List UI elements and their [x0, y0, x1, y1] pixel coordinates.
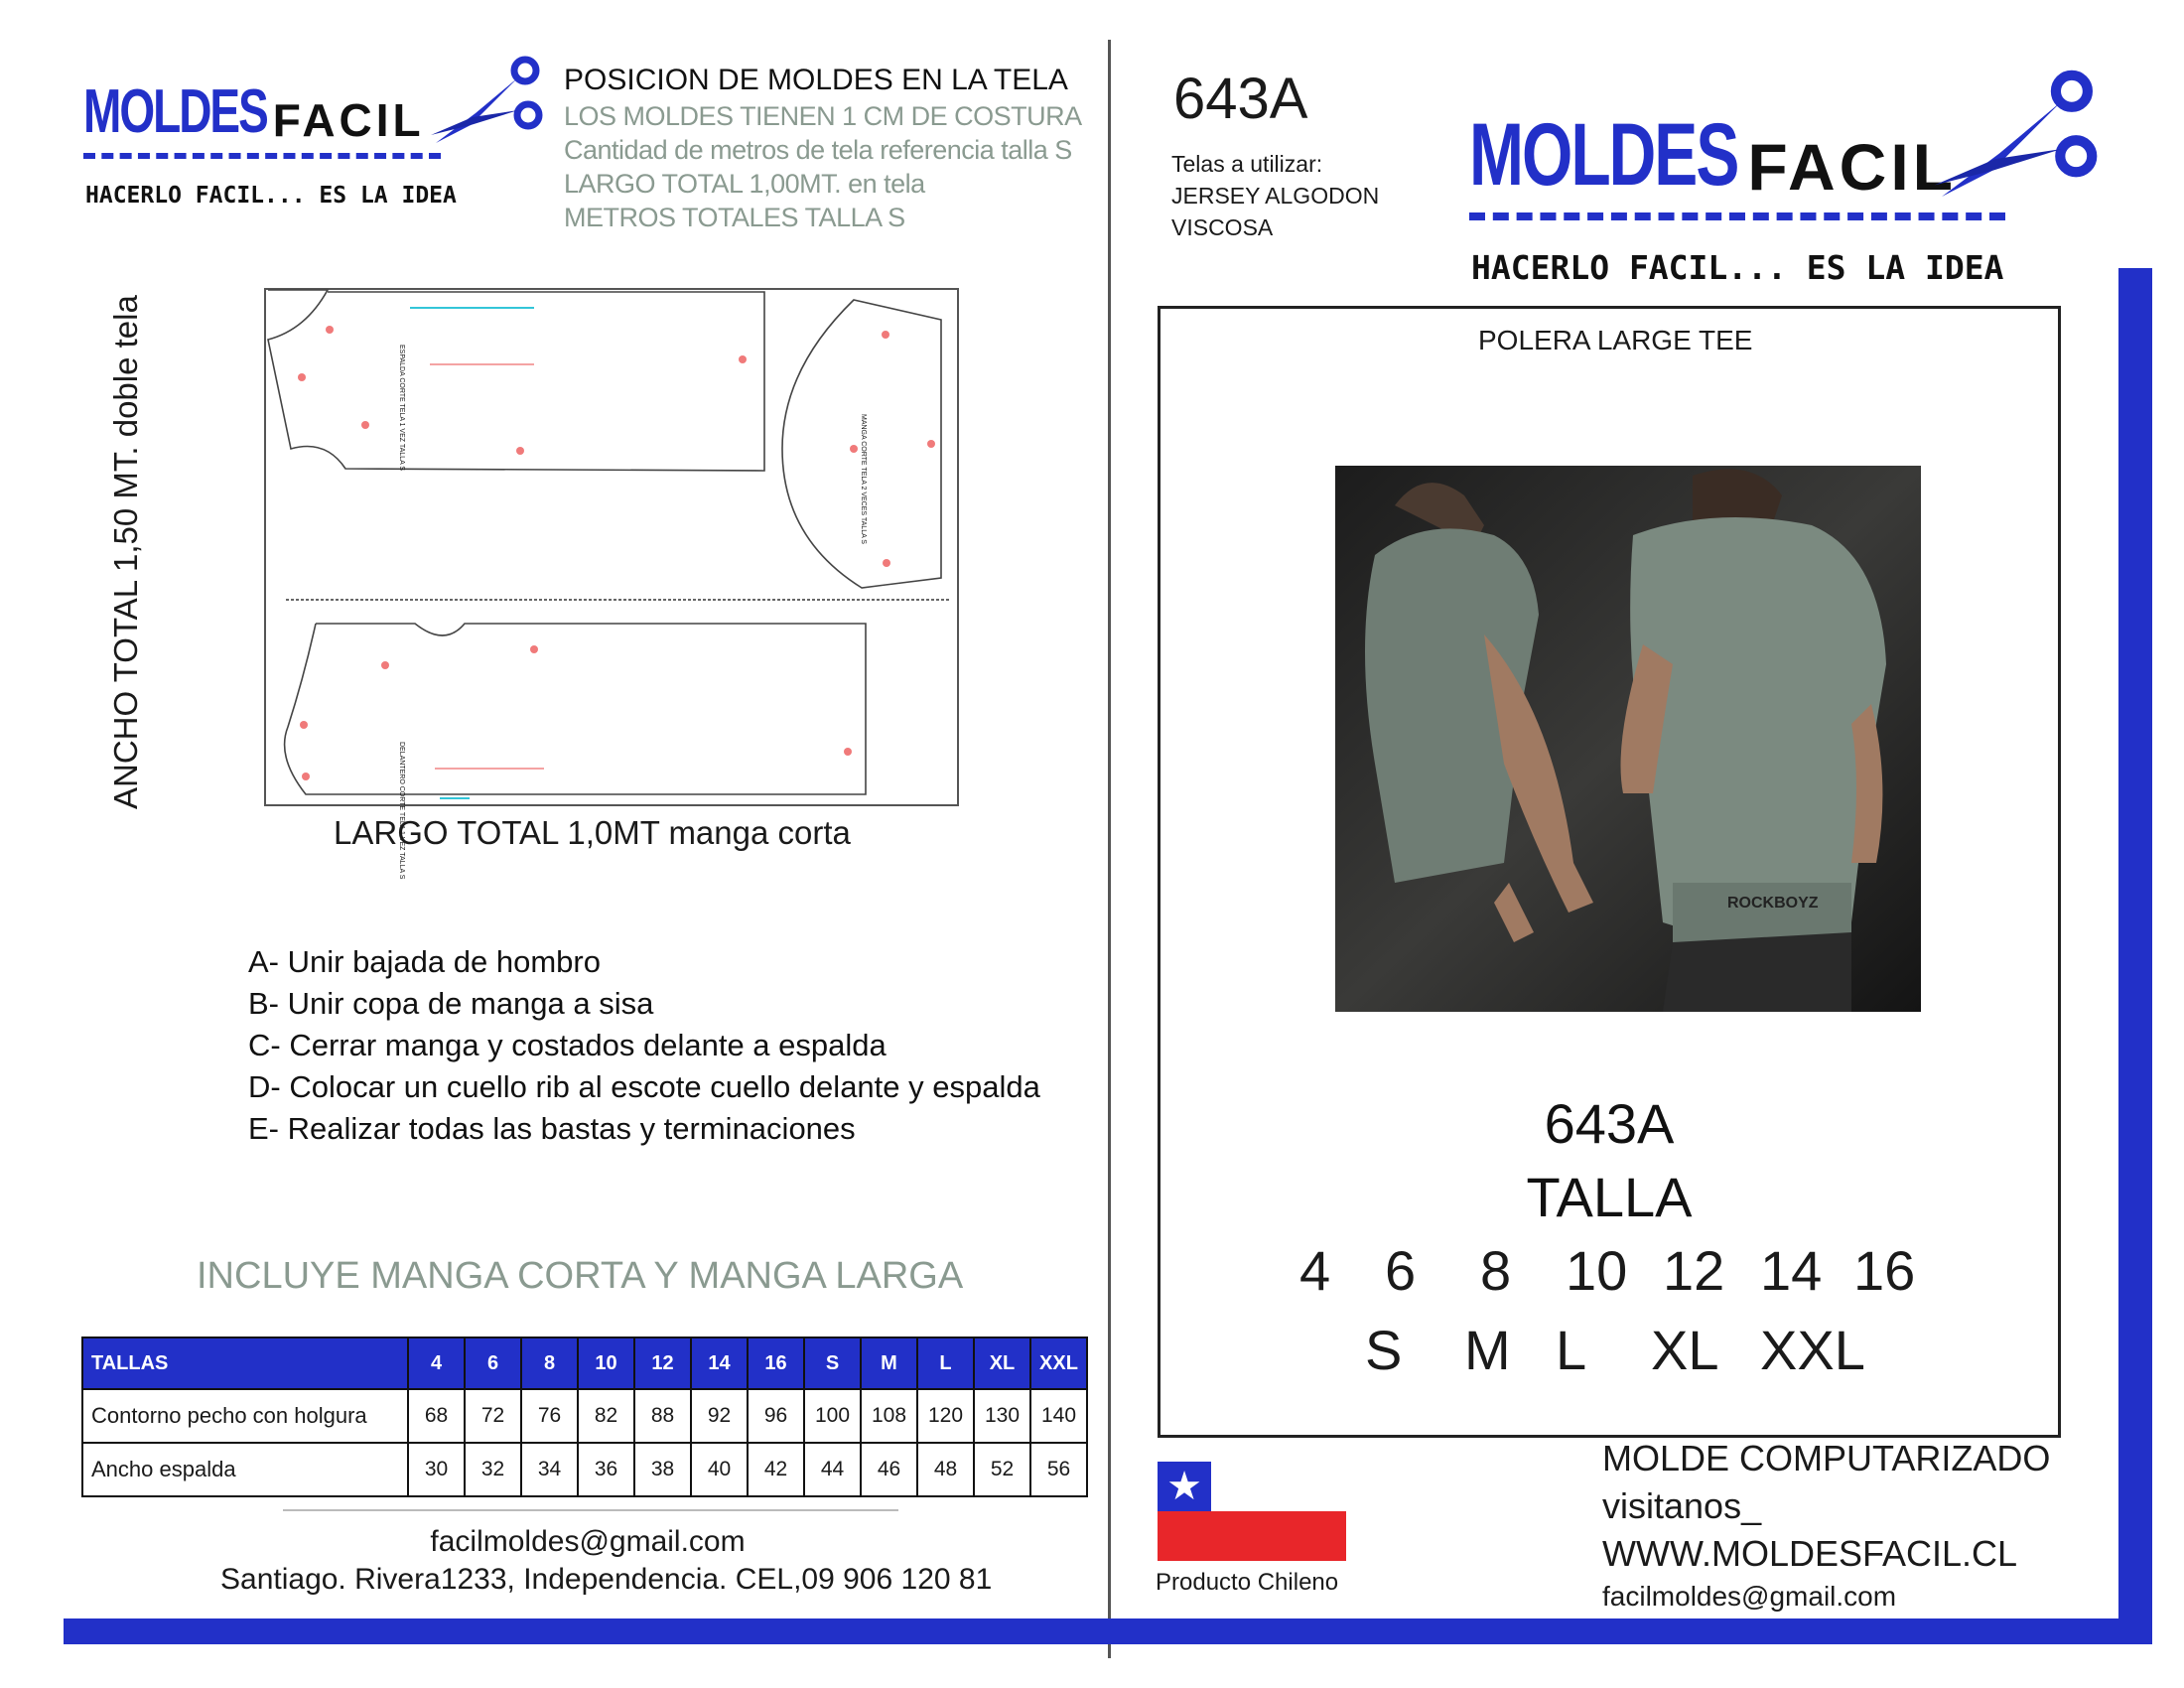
contact-email[interactable]: facilmoldes@gmail.com	[430, 1525, 746, 1558]
size-header: XXL	[1030, 1337, 1087, 1389]
table-cell: 34	[521, 1443, 578, 1496]
product-title: POLERA LARGE TEE	[1478, 325, 1753, 355]
logo-dash-line	[1469, 212, 2005, 220]
table-cell: 92	[691, 1389, 748, 1443]
width-label	[107, 295, 144, 839]
divider-line	[283, 1509, 898, 1511]
table-cell: 130	[974, 1389, 1030, 1443]
website-link[interactable]: WWW.MOLDESFACIL.CL	[1602, 1533, 2018, 1574]
table-cell: 46	[861, 1443, 917, 1496]
table-cell: 40	[691, 1443, 748, 1496]
fabric-item: JERSEY ALGODON	[1171, 183, 1380, 209]
layout-note-line: Cantidad de metros de tela referencia talla S	[564, 135, 1072, 165]
size-value: 16	[1853, 1239, 1916, 1302]
fabric-item: VISCOSA	[1171, 214, 1274, 240]
footer-line: MOLDE COMPUTARIZADO	[1602, 1438, 2051, 1478]
logo-moldes-text: MOLDES	[83, 75, 267, 146]
size-value: XL	[1651, 1319, 1719, 1381]
table-cell: 68	[408, 1389, 465, 1443]
chile-flag-icon: ★	[1158, 1462, 1346, 1561]
instruction-item: B- Unir copa de manga a sisa	[248, 986, 654, 1021]
row-label: Ancho espalda	[82, 1443, 408, 1496]
pattern-piece-label: MANGA CORTE TELA 2 VECES TALLA S	[860, 414, 867, 544]
size-header: 16	[748, 1337, 804, 1389]
bottom-blue-band	[64, 1618, 2152, 1644]
size-value: S	[1365, 1319, 1403, 1381]
logo-facil-text: FACIL	[272, 94, 425, 146]
logo-tagline: HACERLO FACIL... ES LA IDEA	[85, 183, 457, 209]
size-header: L	[917, 1337, 974, 1389]
size-value: 6	[1385, 1239, 1417, 1302]
table-cell: 82	[578, 1389, 634, 1443]
table-cell: 36	[578, 1443, 634, 1496]
product-code: 643A	[1173, 67, 1308, 131]
logo-tagline: HACERLO FACIL... ES LA IDEA	[1471, 248, 2004, 287]
size-header: 4	[408, 1337, 465, 1389]
size-header: 10	[578, 1337, 634, 1389]
instruction-item: E- Realizar todas las bastas y terminaciones	[248, 1111, 856, 1146]
table-cell: 30	[408, 1443, 465, 1496]
left-logo	[83, 75, 580, 209]
instruction-item: A- Unir bajada de hombro	[248, 944, 601, 979]
table-row	[82, 1443, 1087, 1496]
size-table-header	[82, 1337, 1087, 1389]
table-cell: 108	[861, 1389, 917, 1443]
footer-line: visitanos_	[1602, 1485, 1762, 1526]
table-cell: 96	[748, 1389, 804, 1443]
logo-dash-line	[83, 153, 441, 159]
right-blue-band	[2118, 268, 2152, 1644]
fabrics-label: Telas a utilizar:	[1171, 151, 1323, 177]
instruction-item: C- Cerrar manga y costados delante a espalda	[248, 1028, 887, 1062]
table-cell: 76	[521, 1389, 578, 1443]
scissors-icon	[431, 56, 550, 165]
pattern-piece-label: ESPALDA CORTE TELA 1 VEZ TALLA S	[398, 345, 405, 471]
layout-note-title: POSICION DE MOLDES EN LA TELA	[564, 64, 1068, 96]
table-cell: 48	[917, 1443, 974, 1496]
size-value: 12	[1663, 1239, 1725, 1302]
contact-address: Santiago. Rivera1233, Independencia. CEL,09 906 120 81	[220, 1563, 993, 1596]
size-header: 14	[691, 1337, 748, 1389]
length-label: LARGO TOTAL 1,0MT manga corta	[334, 814, 851, 851]
size-value: L	[1556, 1319, 1587, 1381]
table-cell: 32	[465, 1443, 521, 1496]
size-value: 8	[1480, 1239, 1512, 1302]
row-label: Contorno pecho con holgura	[82, 1389, 408, 1443]
layout-note-line: LARGO TOTAL 1,00MT. en tela	[564, 169, 925, 199]
table-cell: 44	[804, 1443, 861, 1496]
size-header: 6	[465, 1337, 521, 1389]
instruction-item: D- Colocar un cuello rib al escote cuello delante y espalda	[248, 1069, 1040, 1104]
table-cell: 88	[634, 1389, 691, 1443]
layout-note-line: LOS MOLDES TIENEN 1 CM DE COSTURA	[564, 101, 1082, 131]
size-header: S	[804, 1337, 861, 1389]
table-cell: 52	[974, 1443, 1030, 1496]
size-value: 10	[1566, 1239, 1628, 1302]
table-cell: 42	[748, 1443, 804, 1496]
right-logo	[1469, 103, 2124, 298]
shirt-print-text: ROCKBOYZ	[1727, 895, 1819, 912]
size-header: M	[861, 1337, 917, 1389]
table-row	[82, 1389, 1087, 1443]
adult-sizes	[1365, 1318, 1865, 1382]
footer-email[interactable]: facilmoldes@gmail.com	[1602, 1581, 1897, 1612]
header-label: TALLAS	[82, 1337, 408, 1389]
pattern-piece-label: DELANTERO CORTE TELA 1 VEZ TALLA S	[398, 742, 405, 880]
size-value: 14	[1760, 1239, 1823, 1302]
size-header: 12	[634, 1337, 691, 1389]
product-photo	[1335, 466, 1921, 1012]
talla-label: TALLA	[1526, 1166, 1693, 1228]
layout-note-line: METROS TOTALES TALLA S	[564, 203, 905, 232]
size-table	[81, 1336, 1088, 1497]
size-header: 8	[521, 1337, 578, 1389]
size-value: XXL	[1760, 1319, 1865, 1381]
size-value: M	[1464, 1319, 1511, 1381]
origin-label: Producto Chileno	[1156, 1569, 1339, 1596]
table-cell: 38	[634, 1443, 691, 1496]
table-cell: 140	[1030, 1389, 1087, 1443]
product-code-large: 643A	[1544, 1092, 1675, 1155]
table-cell: 120	[917, 1389, 974, 1443]
logo-moldes-text: MOLDES	[1469, 103, 1738, 204]
table-cell: 100	[804, 1389, 861, 1443]
width-label-text: ANCHO TOTAL 1,50 MT. doble tela	[107, 295, 144, 809]
size-header: XL	[974, 1337, 1030, 1389]
photo-illustration	[1335, 466, 1921, 1012]
includes-heading: INCLUYE MANGA CORTA Y MANGA LARGA	[197, 1255, 964, 1297]
table-cell: 72	[465, 1389, 521, 1443]
scissors-icon	[1932, 70, 2111, 228]
product-card	[1158, 306, 2061, 1438]
page-divider	[1108, 40, 1111, 1658]
size-value: 4	[1299, 1239, 1331, 1302]
kid-sizes	[1299, 1238, 1915, 1303]
logo-facil-text: FACIL	[1747, 130, 1957, 204]
table-cell: 56	[1030, 1443, 1087, 1496]
instructions-list	[248, 941, 1040, 1150]
